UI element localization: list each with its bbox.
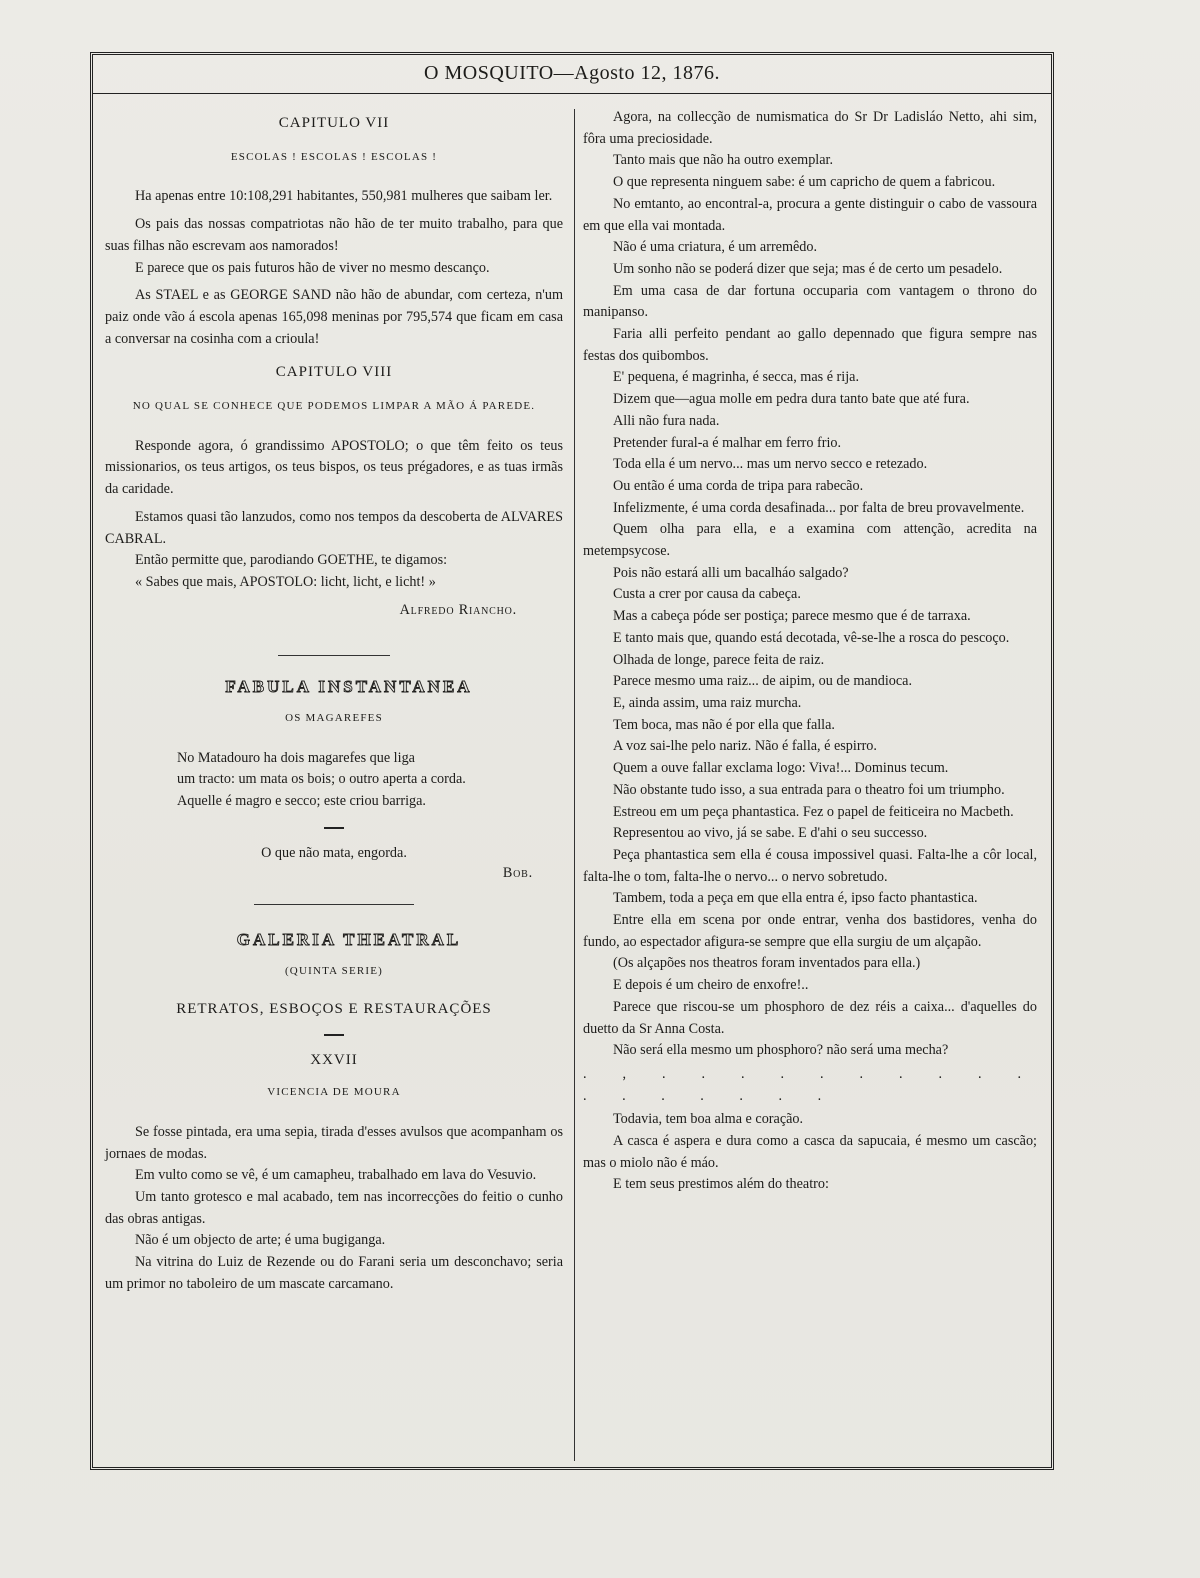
- paragraph: A casca é aspera e dura como a casca da sapucaia, é mesmo um cascão; mas o miolo não é máo.: [583, 1133, 1037, 1171]
- page-header: O MOSQUITO—Agosto 12, 1876.: [93, 55, 1051, 94]
- paragraph: Alli não fura nada.: [613, 412, 720, 429]
- paragraph: Um sonho não se poderá dizer que seja; mas é de certo um pesadelo.: [613, 260, 1003, 277]
- paragraph: Então permitte que, parodiando GOETHE, te digamos:: [135, 552, 448, 569]
- paragraph: Parece mesmo uma raiz... de aipim, ou de mandioca.: [613, 673, 913, 690]
- paragraph: Se fosse pintada, era uma sepia, tirada d'esses avulsos que acompanham os jornaes de modas.: [105, 1123, 563, 1162]
- paragraph: Toda ella é um nervo... mas um nervo secco e retezado.: [613, 456, 928, 473]
- quote: « Sabes que mais, APOSTOLO: licht, licht, e licht! »: [135, 573, 436, 590]
- dash-rule: [324, 1034, 344, 1036]
- page-frame: [90, 52, 1054, 1470]
- paragraph: Não é um objecto de arte; é uma bugiganga.: [135, 1232, 386, 1249]
- fabula-subtitle: OS MAGAREFES: [285, 712, 383, 725]
- paragraph: A voz sai-lhe pelo nariz. Não é falla, é espirro.: [613, 738, 877, 755]
- paragraph: Parece que riscou-se um phosphoro de dez réis a caixa... d'aquelles do duetto da Sr Anna Costa.: [583, 998, 1037, 1037]
- dash-rule: [324, 827, 344, 829]
- paragraph: Mas a cabeça póde ser postiça; parece mesmo que é de tarraxa.: [613, 608, 971, 625]
- ellipsis-row: . , . . . . . . . . . . . . . . . . .: [583, 1065, 1037, 1104]
- portrait-number: XXVII: [310, 1052, 358, 1069]
- portrait-name: VICENCIA DE MOURA: [267, 1086, 401, 1099]
- paragraph: Faria alli perfeito pendant ao gallo depennado que figura sempre nas festas dos quibombos.: [583, 326, 1037, 364]
- paragraph: E, ainda assim, uma raiz murcha.: [613, 694, 802, 711]
- column-divider: [574, 109, 575, 1461]
- paragraph: Olhada de longe, parece feita de raiz.: [613, 651, 825, 668]
- paragraph: Na vitrina do Luiz de Rezende ou do Farani seria um desconchavo; seria um primor no taboleiro de um mascate carcamano.: [105, 1254, 563, 1292]
- signature-bob: Bob.: [502, 864, 533, 881]
- paragraph: Os pais das nossas compatriotas não hão de ter muito trabalho, para que suas filhas não escrevam aos namorados!: [105, 216, 563, 254]
- fabula-moral: O que não mata, engorda.: [261, 844, 407, 861]
- section-rule: [254, 904, 414, 905]
- poem-line: Aquelle é magro e secco; este criou barriga.: [177, 793, 426, 810]
- paragraph: Infelizmente, é uma corda desafinada... por falta de breu provavelmente.: [613, 499, 1025, 516]
- paragraph: Representou ao vivo, já se sabe. E d'ahi o seu successo.: [613, 825, 928, 842]
- paragraph: E parece que os pais futuros hão de viver no mesmo descanço.: [135, 259, 490, 276]
- paragraph: Não será ella mesmo um phosphoro? não será uma mecha?: [613, 1042, 949, 1059]
- galeria-title: GALERIA THEATRAL: [236, 930, 462, 950]
- chapter-8-title: CAPITULO VIII: [275, 364, 393, 381]
- paragraph: Entre ella em scena por onde entrar, venha dos bastidores, venha do fundo, ao espectador afigura-se sempre que ella surgiu de um alçapão.: [583, 912, 1037, 950]
- galeria-series: (QUINTA SERIE): [284, 964, 384, 977]
- paragraph: Tambem, toda a peça em que ella entra é, ipso facto phantastica.: [613, 890, 978, 907]
- fabula-title: FABULA INSTANTANEA: [225, 677, 473, 697]
- paragraph: Pretender fural-a é malhar em ferro frio.: [613, 434, 842, 451]
- signature-riancho: Alfredo Riancho.: [399, 601, 517, 618]
- paragraph: Ou então é uma corda de tripa para rabecão.: [613, 477, 864, 494]
- paragraph: Não é uma criatura, é um arremêdo.: [613, 239, 818, 256]
- paragraph: No emtanto, ao encontral-a, procura a gente distinguir o cabo de vassoura em que ella vai montada.: [583, 195, 1037, 234]
- right-column: [583, 107, 1037, 1196]
- poem-line: No Matadouro ha dois magarefes que liga: [177, 749, 415, 766]
- paragraph: Pois não estará alli um bacalháo salgado?: [613, 564, 849, 581]
- paragraph: Em vulto como se vê, é um camapheu, trabalhado em lava do Vesuvio.: [135, 1167, 537, 1184]
- paragraph: Peça phantastica sem ella é cousa impossivel quasi. Falta-lhe a côr local, falta-lhe o tom, falta-lhe o nervo... o nervo sobretudo.: [583, 846, 1037, 885]
- paragraph: Em uma casa de dar fortuna occuparia com vantagem o throno do manipanso.: [583, 282, 1037, 321]
- section-rule: [278, 655, 390, 656]
- paragraph: As STAEL e as GEORGE SAND não hão de abundar, com certeza, n'um paiz onde vão á escola apenas 165,098 meninas por 795,574 que ficam em casa a conversar na cosinha com a crioula!: [105, 287, 563, 347]
- paragraph: Estamos quasi tão lanzudos, como nos tempos da descoberta de ALVARES CABRAL.: [105, 508, 563, 547]
- poem-line: um tracto: um mata os bois; o outro aperta a corda.: [177, 771, 466, 788]
- left-column: [105, 107, 563, 1295]
- chapter-8-subtitle: NO QUAL SE CONHECE QUE PODEMOS LIMPAR A MÃO Á PAREDE.: [132, 400, 536, 413]
- paragraph: E' pequena, é magrinha, é secca, mas é rija.: [613, 369, 859, 386]
- paragraph: Todavia, tem boa alma e coração.: [613, 1111, 804, 1128]
- paragraph: Um tanto grotesco e mal acabado, tem nas incorrecções do feitio o cunho das obras antigas.: [105, 1188, 563, 1227]
- galeria-subtitle: RETRATOS, ESBOÇOS E RESTAURAÇÕES: [176, 1000, 492, 1017]
- paragraph: Custa a crer por causa da cabeça.: [613, 586, 801, 603]
- paragraph: Agora, na collecção de numismatica do Sr Dr Ladisláo Netto, ahi sim, fôra uma preciosidade.: [583, 109, 1037, 147]
- paragraph: Ha apenas entre 10:108,291 habitantes, 550,981 mulheres que saibam ler.: [135, 188, 553, 205]
- paragraph: E tem seus prestimos além do theatro:: [613, 1176, 829, 1193]
- chapter-7-title: CAPITULO VII: [278, 115, 390, 131]
- paragraph: E tanto mais que, quando está decotada, vê-se-lhe a rosca do pescoço.: [613, 629, 1010, 646]
- paragraph: Não obstante tudo isso, a sua entrada para o theatro foi um triumpho.: [613, 781, 1005, 798]
- paragraph: Estreou em um peça phantastica. Fez o papel de feiticeira no Macbeth.: [613, 803, 1014, 820]
- paragraph: Quem a ouve fallar exclama logo: Viva!... Dominus tecum.: [613, 760, 949, 777]
- paragraph: E depois é um cheiro de enxofre!..: [613, 977, 809, 994]
- paragraph: O que representa ninguem sabe: é um capricho de quem a fabricou.: [613, 174, 996, 191]
- paragraph: Dizem que—agua molle em pedra dura tanto bate que até fura.: [613, 391, 970, 408]
- paragraph: Tem boca, mas não é por ella que falla.: [613, 716, 835, 733]
- paragraph: Responde agora, ó grandissimo APOSTOLO; o que têm feito os teus missionarios, os teus artigos, os teus bispos, os teus prégadores, e as tuas irmãs da caridade.: [105, 437, 563, 498]
- chapter-7-subtitle: ESCOLAS ! ESCOLAS ! ESCOLAS !: [230, 150, 438, 163]
- paragraph: (Os alçapões nos theatros foram inventados para ella.): [613, 955, 921, 972]
- paragraph: Quem olha para ella, e a examina com attenção, acredita na metempsycose.: [583, 521, 1037, 560]
- paragraph: Tanto mais que não ha outro exemplar.: [613, 152, 834, 169]
